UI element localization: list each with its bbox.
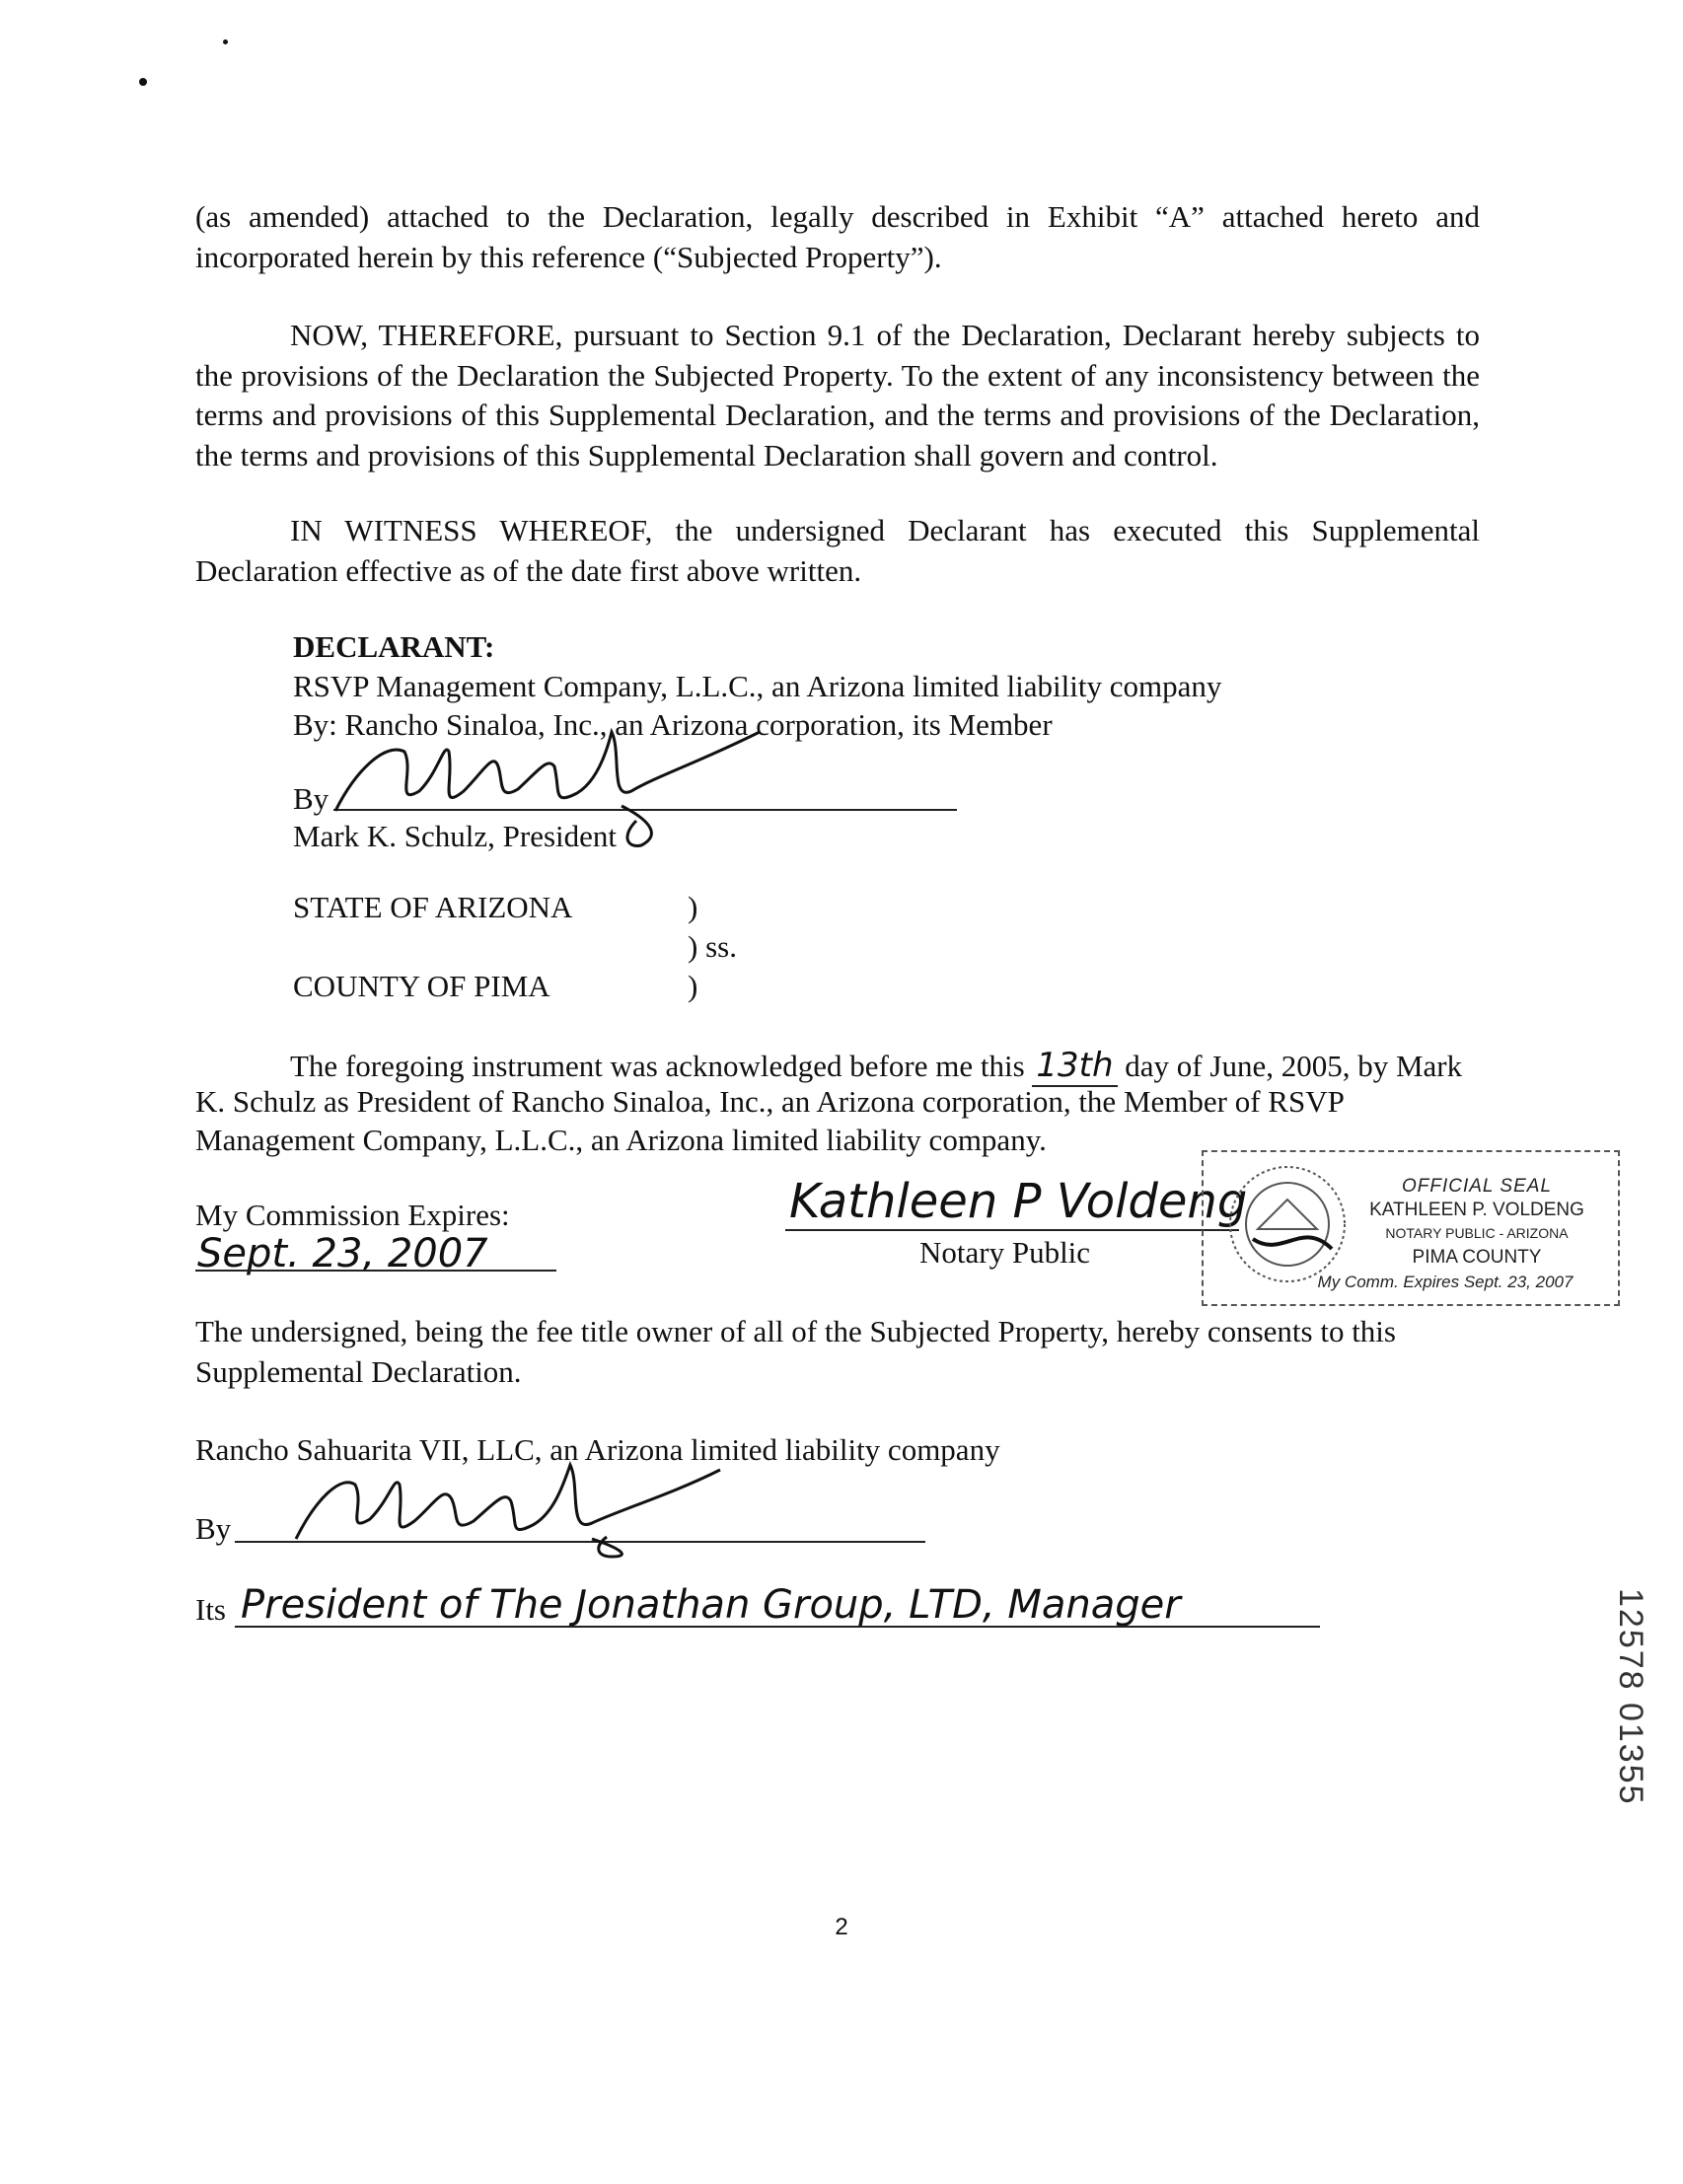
consent-its-label: Its bbox=[195, 1592, 226, 1627]
consent-its-title: President of The Jonathan Group, LTD, Manager bbox=[241, 1582, 1181, 1628]
seal-title: OFFICIAL SEAL bbox=[1401, 1176, 1553, 1197]
consent-its-line bbox=[235, 1626, 1320, 1628]
notary-public-label: Notary Public bbox=[919, 1235, 1091, 1270]
declarant-by-label: By bbox=[293, 781, 329, 816]
declarant-signer-name: Mark K. Schulz, President bbox=[293, 819, 618, 853]
page-number: 2 bbox=[835, 1914, 848, 1940]
consent-company: Rancho Sahuarita VII, LLC, an Arizona limited liability company bbox=[195, 1432, 1000, 1467]
acknowledgment-line1 bbox=[290, 1046, 1462, 1087]
venue-paren-top: ) bbox=[688, 890, 698, 924]
commission-date-line bbox=[195, 1270, 556, 1272]
venue-paren-bottom: ) bbox=[688, 969, 698, 1003]
declarant-by-member: By: Rancho Sinaloa, Inc., an Arizona corporation, its Member bbox=[293, 707, 1053, 742]
seal-county: PIMA COUNTY bbox=[1412, 1247, 1542, 1268]
declarant-heading: DECLARANT: bbox=[293, 629, 495, 664]
notary-signature-line bbox=[785, 1229, 1239, 1231]
consent-signature bbox=[286, 1450, 740, 1559]
speck bbox=[223, 39, 228, 44]
declarant-company: RSVP Management Company, L.L.C., an Arizona limited liability company bbox=[293, 669, 1222, 703]
consent-by-label: By bbox=[195, 1511, 232, 1546]
paragraph-exhibit: (as amended) attached to the Declaration, legally described in Exhibit “A” attached hereto and incorporated herein by this reference (“Subjected Property”). bbox=[195, 199, 1480, 274]
seal-notary-state: NOTARY PUBLIC - ARIZONA bbox=[1385, 1225, 1569, 1241]
recording-number: 12578 01355 bbox=[1612, 1588, 1649, 1806]
commission-label: My Commission Expires: bbox=[195, 1198, 510, 1232]
paragraph-witness: IN WITNESS WHEREOF, the undersigned Declarant has executed this Supplemental Declaration effective as of the date first above written. bbox=[195, 513, 1480, 588]
acknowledgment-text-before: The foregoing instrument was acknowledged before me this bbox=[290, 1049, 1025, 1083]
venue-county: COUNTY OF PIMA bbox=[293, 969, 550, 1003]
speck bbox=[139, 78, 147, 86]
commission-date: Sept. 23, 2007 bbox=[197, 1231, 488, 1276]
paragraph-now-therefore: NOW, THEREFORE, pursuant to Section 9.1 of the Declaration, Declarant hereby subjects to the provisions of the Declaration the Subjected Property. To the extent of any inconsistency between the terms and provisions of this Supplemental Declaration, and the terms and provisions of the Declaration, the terms and provisions of this Supplemental Declaration shall govern and control. bbox=[195, 318, 1480, 473]
seal-notary-name: KATHLEEN P. VOLDENG bbox=[1369, 1200, 1584, 1220]
consent-paragraph: The undersigned, being the fee title owner of all of the Subjected Property, hereby consents to this Supplemental Declaration. bbox=[195, 1314, 1396, 1389]
seal-expiration: My Comm. Expires Sept. 23, 2007 bbox=[1317, 1273, 1573, 1291]
acknowledgment-line3: Management Company, L.L.C., an Arizona limited liability company. bbox=[195, 1123, 1047, 1157]
venue-state: STATE OF ARIZONA bbox=[293, 890, 573, 924]
acknowledgment-day: 13th bbox=[1032, 1046, 1117, 1087]
notary-signature: Kathleen P Voldeng bbox=[789, 1174, 1248, 1229]
venue-ss: ) ss. bbox=[688, 929, 737, 964]
seal-emblem-icon bbox=[1223, 1160, 1352, 1288]
acknowledgment-text-after: day of June, 2005, by Mark bbox=[1125, 1049, 1463, 1083]
acknowledgment-line2: K. Schulz as President of Rancho Sinaloa, Inc., an Arizona corporation, the Member of RSVP bbox=[195, 1084, 1345, 1119]
